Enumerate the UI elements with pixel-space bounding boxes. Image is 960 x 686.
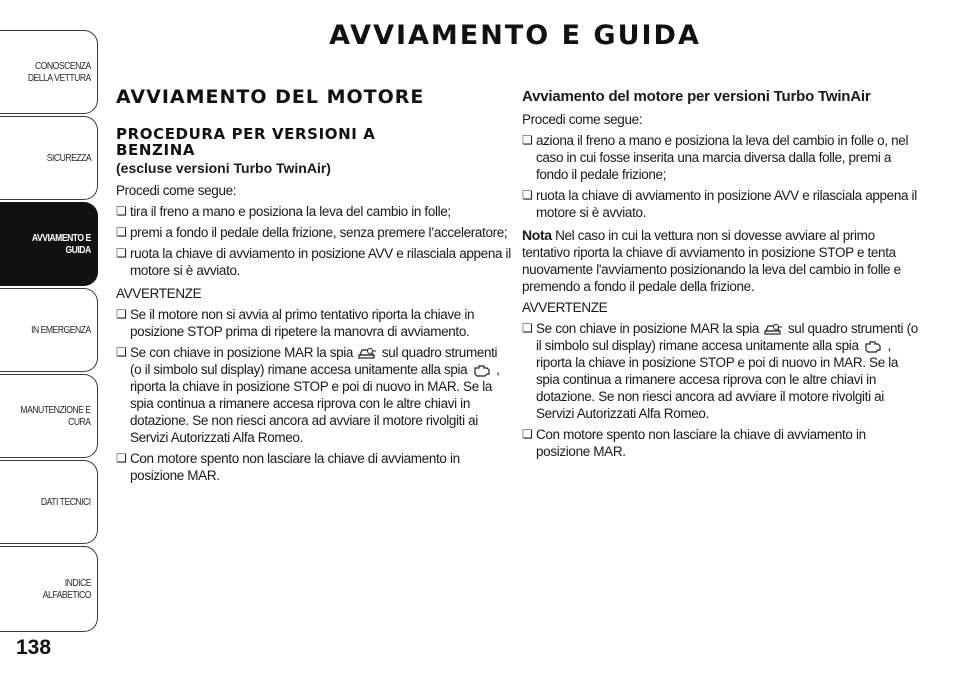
tab-indice-alfabetico[interactable]: INDICE ALFABETICO [0,546,98,632]
warning-text: , riporta la chiave in posizione STOP e poi di nuovo in MAR. Se la spia continua a rimanere accesa riprova con le altre chiavi in dotazione. Se non riesci ancora ad avviare il motore rivolgiti ai Servizi Autorizzati Alfa Romeo. [536,338,899,421]
tab-manutenzione-e-cura[interactable]: MANUTENZIONE E CURA [0,374,98,458]
list-item [522,320,922,422]
chapter-header [0,20,960,51]
list-item: ❏ ruota la chiave di avviamento in posizione AVV e rilasciala appena il motore si è avviato. [522,187,922,221]
warnings-title: AVVERTENZE [522,300,608,315]
section-title: AVVIAMENTO DEL MOTORE [116,86,425,108]
warning-text: Se con chiave in posizione MAR la spia [130,345,354,360]
car-key-warning-icon [763,322,783,336]
warnings-title: AVVERTENZE [116,286,202,301]
right-title: Avviamento del motore per versioni Turbo TwinAir [522,88,871,105]
tab-dati-tecnici[interactable]: DATI TECNICI [0,460,98,544]
list-item: ❏ aziona il freno a mano e posiziona la leva del cambio in folle o, nel caso in cui fosse inserita una marcia diversa dalla folle, premi a fondo il pedale frizione; [522,132,922,183]
warning-text: Se con chiave in posizione MAR la spia [536,321,760,336]
nota-label: Nota [522,227,552,243]
subsection-title: PROCEDURA PER VERSIONI A BENZINA [116,125,376,159]
warning-text: sul quadro strumenti (o il simbolo sul display) rimane accesa unitamente alla spia [536,321,918,353]
page-number: 138 [16,636,52,659]
left-column [116,86,511,490]
intro-text: Procedi come segue: [522,112,643,127]
tab-in-emergenza[interactable]: IN EMERGENZA [0,288,98,372]
car-key-warning-icon [357,346,377,360]
list-item: ❏ Con motore spento non lasciare la chiave di avviamento in posizione MAR. [522,426,922,460]
subsection-note: (escluse versioni Turbo TwinAir) [116,160,331,176]
steps-list [522,132,922,221]
nota-paragraph [522,227,922,295]
warning-text: sul quadro strumenti (o il simbolo sul display) rimane accesa unitamente alla spia [130,345,498,377]
list-item: ❏ tira il freno a mano e posiziona la leva del cambio in folle; [116,203,511,220]
nota-text: Nel caso in cui la vettura non si dovesse avviare al primo tentativo riporta la chiave di avviamento in posizione STOP e tenta nuovamente l'avviamento posizionando la leva del cambio in folle e premendo a fondo il pedale della frizione. [522,228,901,294]
intro-text: Procedi come segue: [116,183,237,198]
chapter-title: AVVIAMENTO E GUIDA [329,20,701,51]
list-item: ❏ premi a fondo il pedale della frizione, senza premere l’acceleratore; [116,224,511,241]
tab-avviamento-e-guida[interactable]: AVVIAMENTO E GUIDA [0,202,98,286]
engine-warning-icon [863,340,883,353]
warnings-list [522,320,922,460]
tab-sicurezza[interactable]: SICUREZZA [0,116,98,200]
list-item: ❏ Se il motore non si avvia al primo tentativo riporta la chiave in posizione STOP prima di ripetere la manovra di avviamento. [116,306,511,340]
list-item: ❏ Con motore spento non lasciare la chiave di avviamento in posizione MAR. [116,450,511,484]
tab-conoscenza-della-vettura[interactable]: CONOSCENZA DELLA VETTURA [0,30,98,114]
list-item: ❏ ruota la chiave di avviamento in posizione AVV e rilasciala appena il motore si è avviato. [116,245,511,279]
engine-warning-icon [472,364,492,377]
warning-text: , riporta la chiave in posizione STOP e poi di nuovo in MAR. Se la spia continua a rimanere accesa riprova con le altre chiavi in dotazione. Se non riesci ancora ad avviare il motore rivolgiti ai Servizi Autorizzati Alfa Romeo. [130,362,500,445]
list-item [116,344,511,446]
warnings-list [116,306,511,484]
steps-list [116,203,511,279]
right-column [522,88,922,466]
